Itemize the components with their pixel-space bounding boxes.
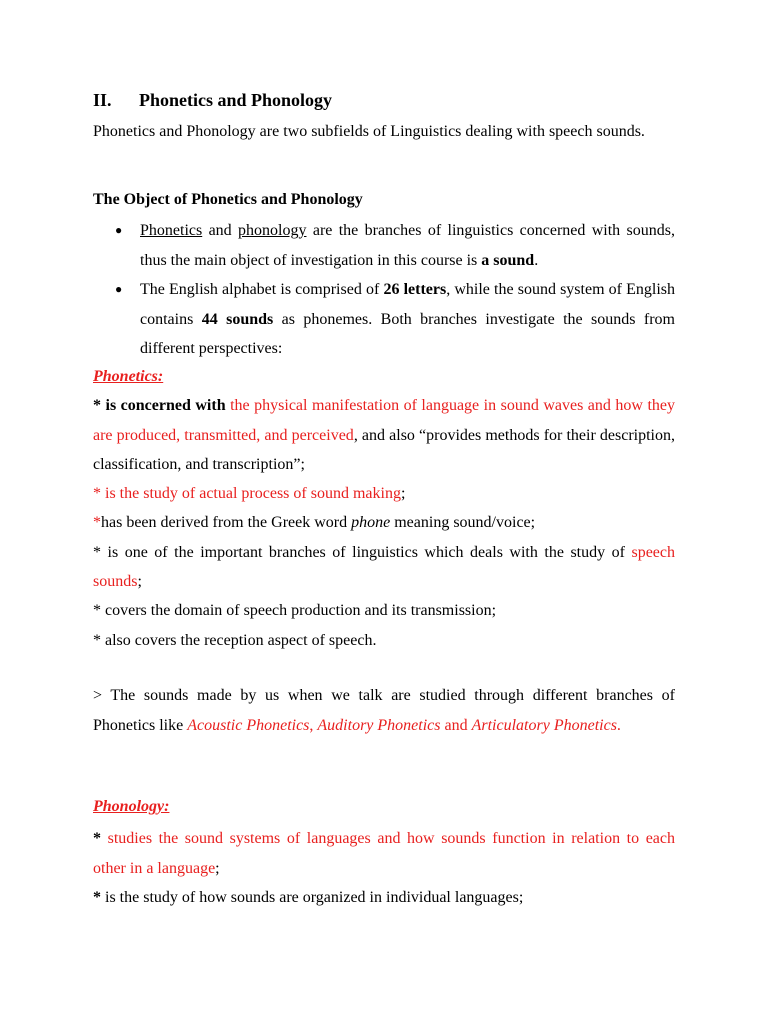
bullet-icon: ●: [115, 223, 123, 237]
point-text: meaning sound/voice;: [390, 514, 536, 532]
phonetics-point: [93, 479, 675, 508]
point-text: has been derived from the Greek word: [101, 514, 352, 532]
phonetics-point: [93, 391, 675, 479]
phonetics-section: [93, 362, 675, 655]
phonology-title: Phonology:: [93, 798, 170, 815]
phonetics-title: Phonetics:: [93, 368, 164, 385]
bold-term: 44 sounds: [201, 310, 274, 328]
point-lead: * is concerned with: [93, 397, 231, 415]
section-number: II.: [93, 90, 112, 110]
italic-term: phone: [351, 514, 391, 532]
bullet-text: .: [534, 251, 539, 269]
branch-acoustic: Acoustic Phonetics: [187, 716, 310, 734]
bullet-list: [115, 216, 675, 364]
point-lead: *: [93, 830, 108, 847]
point-text: ;: [137, 573, 142, 591]
phonetics-point: [93, 538, 675, 597]
highlight-text: the physical manifestation of language in sound waves and how they are produced, transmitted, and perceived: [93, 397, 675, 444]
point-text: * is one of the important branches of linguistics which deals with the study of: [93, 543, 632, 561]
paragraph-text: > The sounds made by us when we talk are studied through different branches of Phonetics like: [93, 687, 675, 734]
phonetics-point: * also covers the reception aspect of speech.: [93, 631, 377, 649]
section-heading: [93, 88, 675, 112]
period: .: [616, 716, 621, 734]
point-lead: *: [93, 889, 101, 906]
point-lead: *: [93, 514, 101, 532]
bullet-text: The English alphabet is comprised of: [140, 281, 384, 298]
term-phonology: phonology: [238, 222, 307, 239]
phonology-point: [93, 824, 675, 883]
bullet-text: are the branches of linguistics concerned with sounds, thus the main object of investigation in this course is: [140, 222, 675, 269]
bullet-text: as phonemes. Both branches investigate the sounds from different perspectives:: [140, 310, 675, 357]
phonetics-point: * covers the domain of speech production and its transmission;: [93, 602, 497, 620]
branches-paragraph: [93, 681, 675, 740]
phonology-section: [93, 824, 675, 913]
highlight-text: studies the sound systems of languages and how sounds function in relation to each other in a language: [93, 830, 675, 877]
list-item: [115, 275, 675, 364]
term-phonetics: Phonetics: [140, 222, 203, 239]
point-text: ;: [400, 485, 406, 503]
bullet-text: , while the sound system of English contains: [140, 281, 676, 328]
list-item: [115, 216, 675, 275]
bold-term: a sound: [481, 251, 535, 269]
bullet-icon: ●: [115, 282, 123, 296]
branch-auditory: Auditory Phonetics: [317, 716, 441, 734]
bold-term: 26 letters: [383, 281, 447, 298]
intro-paragraph: Phonetics and Phonology are two subfields of Linguistics dealing with speech sounds.: [93, 123, 645, 140]
branch-articulatory: Articulatory Phonetics: [471, 716, 617, 734]
highlight-text: * is the study of actual process of sound making: [93, 485, 401, 503]
separator: ,: [309, 716, 318, 734]
point-text: is the study of how sounds are organized in individual languages;: [101, 889, 524, 906]
bullet-text: and: [202, 222, 239, 239]
conjunction: and: [440, 716, 472, 734]
section-title: Phonetics and Phonology: [139, 90, 333, 110]
highlight-text: speech sounds: [93, 543, 675, 591]
object-subheading: The Object of Phonetics and Phonology: [93, 191, 363, 208]
point-text: ;: [215, 859, 220, 877]
phonetics-point: [93, 508, 675, 537]
phonology-point: [93, 883, 675, 913]
point-text: , and also “provides methods for their description, classification, and transcription”;: [93, 426, 676, 473]
